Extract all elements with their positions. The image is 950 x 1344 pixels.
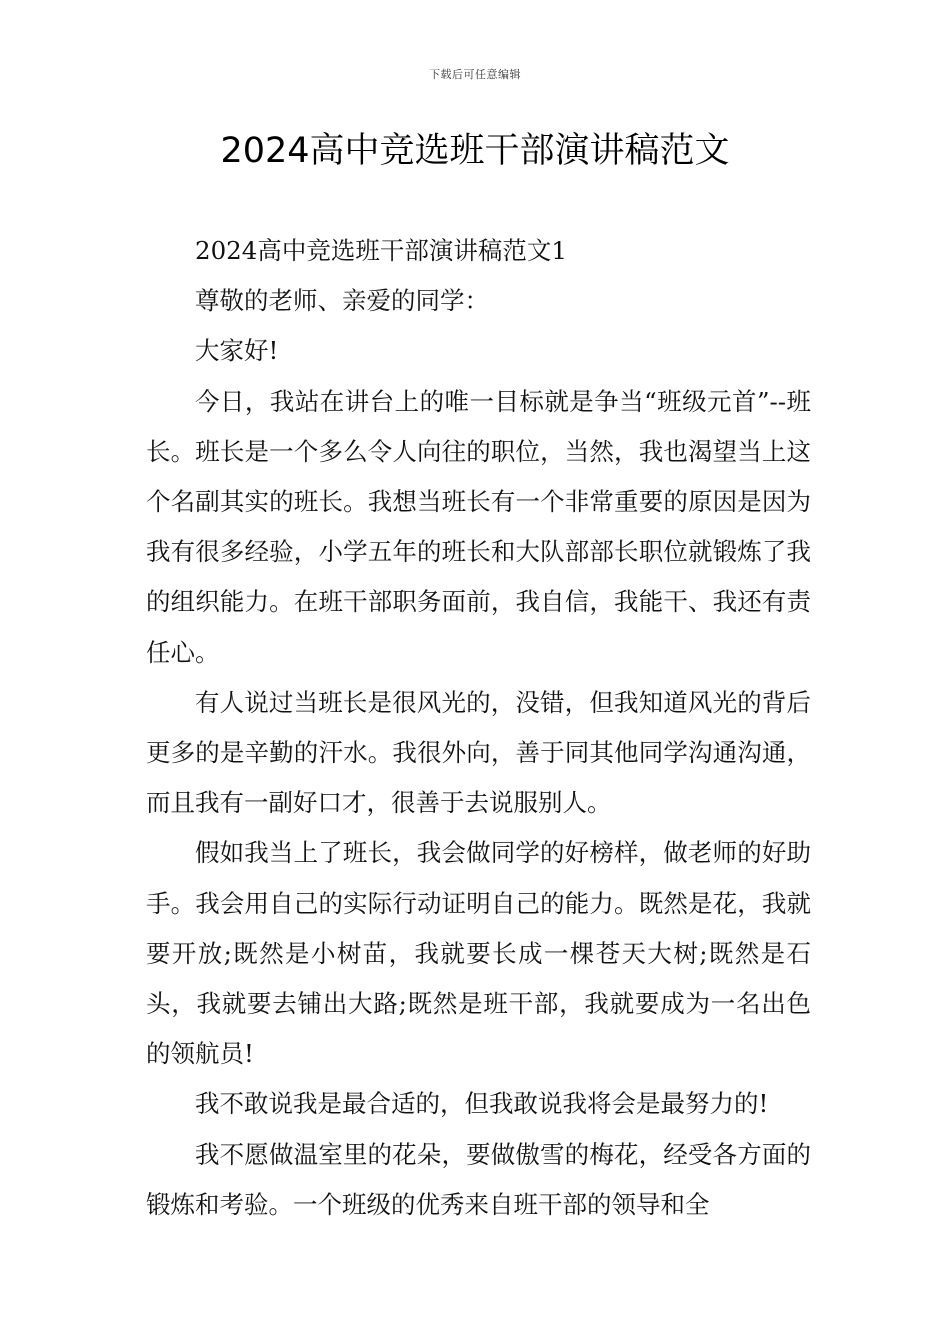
- body-paragraph: 有人说过当班长是很风光的，没错，但我知道风光的背后更多的是辛勤的汗水。我很外向，善于同其他同学沟通沟通，而且我有一副好口才，很善于去说服别人。: [146, 687, 811, 818]
- salutation-paragraph: 尊敬的老师、亲爱的同学：: [195, 286, 489, 316]
- subtitle-paragraph: 2024高中竞选班干部演讲稿范文1: [195, 236, 567, 265]
- body-paragraph: 我不愿做温室里的花朵，要做傲雪的梅花，经受各方面的锻炼和考验。一个班级的优秀来自班干部的领导和全: [146, 1139, 811, 1219]
- greeting-paragraph: 大家好!: [195, 336, 279, 366]
- body-paragraph: 假如我当上了班长，我会做同学的好榜样，做老师的好助手。我会用自己的实际行动证明自己的能力。既然是花，我就要开放;既然是小树苗，我就要长成一棵苍天大树;既然是石头，我就要去铺出大路;既然是班干部，我就要成为一名出色的领航员!: [146, 838, 811, 1069]
- body-paragraph: 今日，我站在讲台上的唯一目标就是争当“班级元首”--班长。班长是一个多么令人向往的职位，当然，我也渴望当上这个名副其实的班长。我想当班长有一个非常重要的原因是因为我有很多经验，小学五年的班长和大队部部长职位就锻炼了我的组织能力。在班干部职务面前，我自信，我能干、我还有责任心。: [146, 386, 811, 667]
- body-paragraph: 我不敢说我是最合适的，但我敢说我将会是最努力的!: [195, 1089, 769, 1119]
- header-note: 下载后可任意编辑: [429, 68, 521, 81]
- document-body: [146, 226, 811, 1230]
- document-title: 2024高中竞选班干部演讲稿范文: [220, 131, 730, 171]
